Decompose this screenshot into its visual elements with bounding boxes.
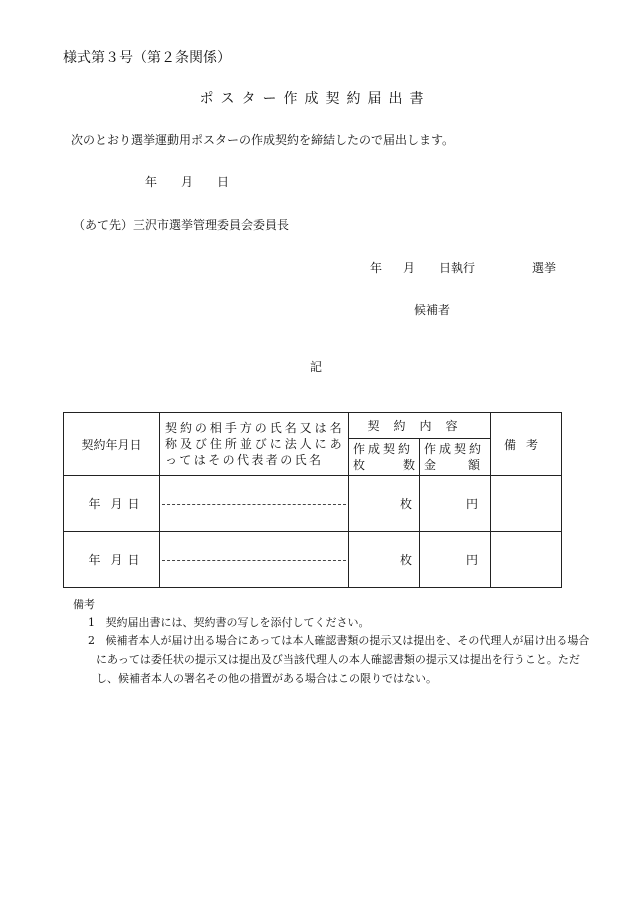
submission-date bbox=[145, 173, 229, 190]
row-date[interactable] bbox=[64, 476, 160, 532]
election-label: 選挙 bbox=[532, 261, 557, 275]
header-amount-line1: 作成契約 bbox=[424, 442, 485, 456]
table-row bbox=[64, 476, 562, 532]
note-item-2-continued-1: にあっては委任状の提示又は提出及び当該代理人の本人確認書類の提示又は提出を行うこと。ただ bbox=[96, 653, 580, 666]
table-header-row bbox=[64, 413, 562, 439]
contract-table bbox=[63, 412, 562, 588]
note-item-2-continued-2: し、候補者本人の署名その他の措置がある場合はこの限りではない。 bbox=[96, 672, 437, 685]
header-contract-date: 契約年月日 bbox=[64, 413, 160, 476]
note-text: 契約届出書には、契約書の写しを添付してください。 bbox=[105, 616, 370, 629]
notes-heading: 備考 bbox=[73, 598, 95, 611]
addressee: （あて先）三沢市選挙管理委員会委員長 bbox=[73, 218, 290, 232]
row-quantity-field[interactable]: 枚 bbox=[349, 532, 420, 588]
note-number: 2 bbox=[88, 634, 95, 647]
row-year-label: 年 bbox=[88, 553, 101, 567]
intro-text: 次のとおり選挙運動用ポスターの作成契約を締結したので届出します。 bbox=[71, 133, 455, 147]
date-day-label: 日 bbox=[217, 175, 230, 189]
note-item-2 bbox=[88, 632, 589, 648]
row-amount-field[interactable]: 円 bbox=[420, 476, 491, 532]
row-amount-field[interactable]: 円 bbox=[420, 532, 491, 588]
header-amount-char1: 金 bbox=[424, 458, 437, 472]
header-quantity-char1: 枚 bbox=[353, 458, 366, 472]
dashed-line bbox=[162, 560, 346, 561]
row-date[interactable] bbox=[64, 532, 160, 588]
header-quantity bbox=[349, 439, 420, 476]
election-info bbox=[370, 259, 556, 276]
dashed-line bbox=[162, 504, 346, 505]
row-remarks-field[interactable] bbox=[491, 532, 562, 588]
row-party-field[interactable] bbox=[160, 532, 349, 588]
header-contract-contents: 契約内容 bbox=[349, 413, 491, 439]
header-remarks: 備考 bbox=[491, 413, 562, 476]
date-year-label: 年 bbox=[145, 175, 158, 189]
election-day-exec-label: 日執行 bbox=[439, 261, 476, 275]
row-day-label: 日 bbox=[127, 497, 140, 511]
header-quantity-line1: 作成契約 bbox=[353, 442, 414, 456]
row-month-label: 月 bbox=[110, 497, 123, 511]
note-text: 候補者本人が届け出る場合にあっては本人確認書類の提示又は提出を、その代理人が届け出る場合 bbox=[105, 634, 590, 647]
ki-mark: 記 bbox=[310, 360, 323, 374]
table-row bbox=[64, 532, 562, 588]
election-year-label: 年 bbox=[370, 261, 383, 275]
row-quantity-field[interactable]: 枚 bbox=[349, 476, 420, 532]
date-month-label: 月 bbox=[181, 175, 194, 189]
row-remarks-field[interactable] bbox=[491, 476, 562, 532]
header-contract-party: 契約の相手方の氏名又は名称及び住所並びに法人にあってはその代表者の氏名 bbox=[160, 413, 349, 476]
election-month-label: 月 bbox=[403, 261, 416, 275]
row-day-label: 日 bbox=[127, 553, 140, 567]
note-number: 1 bbox=[88, 616, 95, 629]
header-amount bbox=[420, 439, 491, 476]
header-quantity-char2: 数 bbox=[402, 458, 415, 472]
row-year-label: 年 bbox=[88, 497, 101, 511]
note-item-1 bbox=[88, 614, 370, 630]
form-number: 様式第３号（第２条関係） bbox=[63, 50, 231, 66]
candidate-label: 候補者 bbox=[414, 303, 451, 317]
row-party-field[interactable] bbox=[160, 476, 349, 532]
header-amount-char2: 額 bbox=[468, 458, 481, 472]
document-title: ポスター作成契約届出書 bbox=[199, 91, 431, 107]
row-month-label: 月 bbox=[110, 553, 123, 567]
